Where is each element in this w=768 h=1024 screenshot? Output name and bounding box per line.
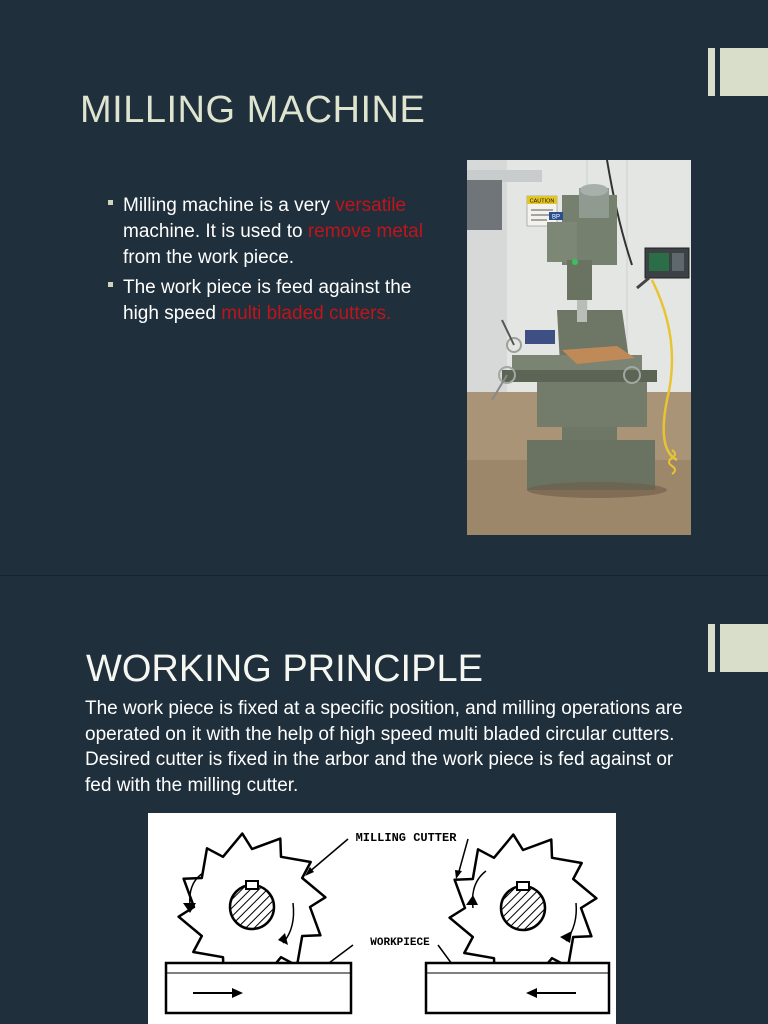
- accent-decoration: [708, 48, 768, 96]
- principle-paragraph: The work piece is fixed at a specific position, and milling operations are operated on it with the help of high speed multi bladed circular cutters. Desired cutter is fixed in the arbor and the work piece is fed against or fed with the milling cutter.: [85, 698, 683, 796]
- label-milling-cutter: MILLING CUTTER: [355, 831, 457, 845]
- milling-machine-photo: [467, 160, 691, 535]
- bullet-highlight: remove metal: [307, 221, 423, 242]
- slide-working-principle: [0, 576, 768, 1024]
- milling-diagram: [148, 813, 616, 1024]
- bullet-item: [108, 193, 438, 271]
- machine-logo-text: BP: [551, 214, 561, 221]
- bullet-text-part: Milling machine is a very: [123, 195, 336, 216]
- bullet-item: [108, 275, 438, 327]
- bullet-marker: [108, 200, 113, 205]
- bullet-text-part: The work piece is feed against the high speed: [123, 277, 412, 324]
- bullet-text-part: machine. It is used to: [123, 221, 308, 242]
- slide-title: WORKING PRINCIPLE: [86, 648, 483, 690]
- accent-decoration: [708, 624, 768, 672]
- label-workpiece: WORKPIECE: [370, 937, 430, 949]
- slide-title: MILLING MACHINE: [80, 89, 426, 131]
- bullet-highlight: versatile: [335, 195, 406, 216]
- bullet-text-part: from the work piece.: [123, 247, 295, 268]
- caution-sign-text: CAUTION: [529, 198, 555, 205]
- bullet-highlight: multi bladed cutters.: [221, 303, 392, 324]
- bullet-list: [108, 193, 438, 331]
- bullet-marker: [108, 282, 113, 287]
